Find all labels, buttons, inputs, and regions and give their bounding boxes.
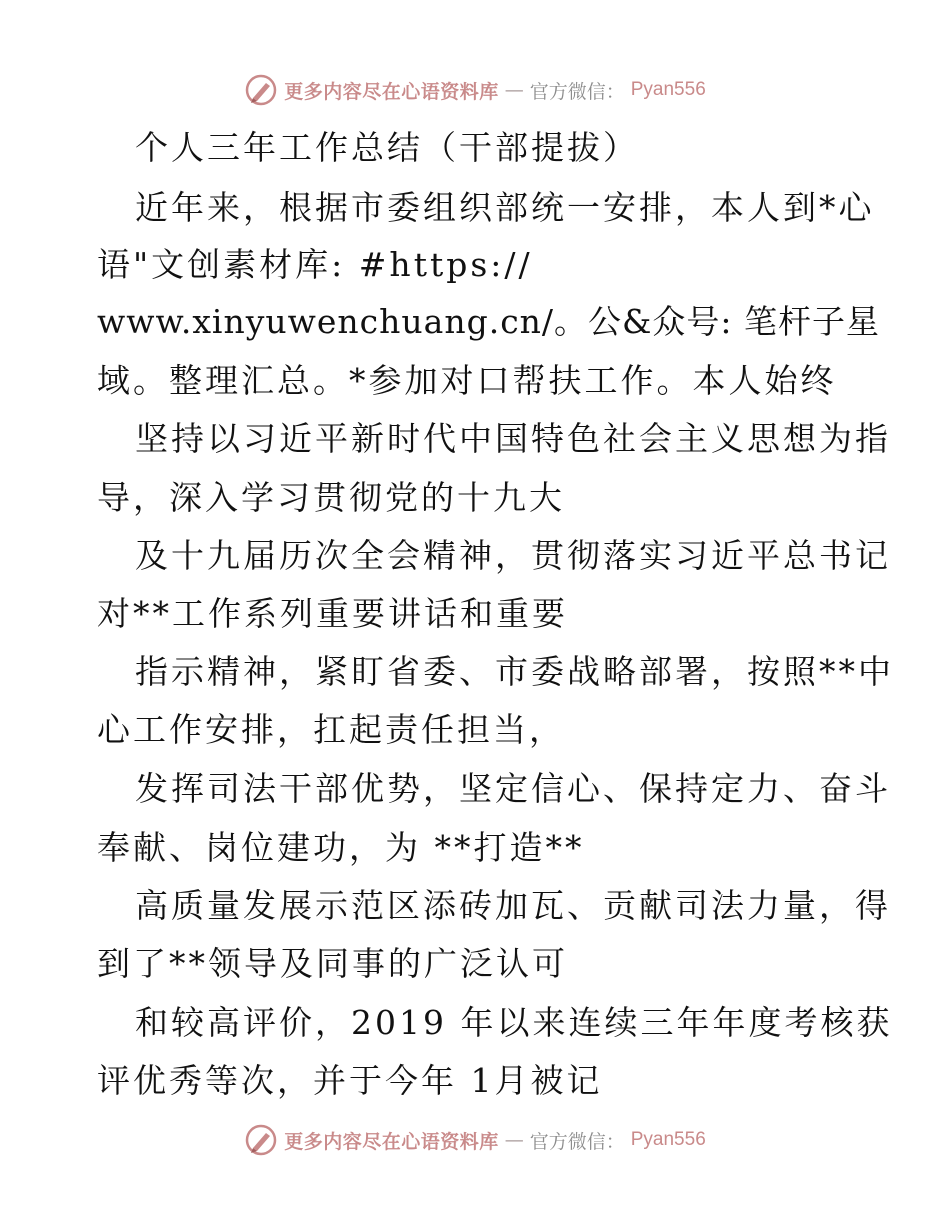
paragraph-line: 近年来，根据市委组织部统一安排，本人到*心 (135, 188, 875, 227)
paragraph-line: 高质量发展示范区添砖加瓦、贡献司法力量，得 (135, 886, 891, 925)
footer-watermark-banner (0, 1120, 950, 1160)
banner-separator: — (504, 1129, 524, 1151)
banner-separator: — (504, 79, 524, 101)
paragraph-line: 对**工作系列重要讲话和重要 (97, 594, 568, 633)
pen-logo-icon (244, 1123, 278, 1157)
banner-wechat-id: Pyan556 (630, 79, 706, 100)
paragraph-line: 评优秀等次，并于今年 1月被记 (97, 1061, 603, 1100)
paragraph-line: 导，深入学习贯彻党的十九大 (97, 478, 565, 517)
paragraph-line: 及十九届历次全会精神，贯彻落实习近平总书记 (135, 536, 891, 575)
paragraph-line: www.xinyuwenchuang.cn/。公&众号: 笔杆子星 (97, 302, 881, 341)
banner-wechat-label: 官方微信： (529, 80, 625, 103)
banner-text: 更多内容尽在心语资料库 (284, 1130, 499, 1153)
paragraph-line: 奉献、岗位建功，为 **打造** (97, 828, 585, 867)
banner-text: 更多内容尽在心语资料库 (284, 80, 499, 103)
paragraph-line: 到了**领导及同事的广泛认可 (97, 944, 568, 983)
paragraph-line: 发挥司法干部优势，坚定信心、保持定力、奋斗 (135, 769, 891, 808)
header-watermark-banner (0, 70, 950, 110)
document-title: 个人三年工作总结（干部提拔） (135, 128, 639, 167)
banner-wechat-label: 官方微信： (529, 1130, 625, 1153)
paragraph-line: 坚持以习近平新时代中国特色社会主义思想为指 (135, 419, 891, 458)
paragraph-line: 语"文创素材库: #https:// (97, 245, 533, 284)
pen-logo-icon (244, 73, 278, 107)
paragraph-line: 心工作安排，扛起责任担当， (97, 710, 565, 749)
banner-wechat-id: Pyan556 (630, 1129, 706, 1150)
paragraph-line: 指示精神，紧盯省委、市委战略部署，按照**中 (135, 652, 894, 691)
paragraph-line: 和较高评价，2019 年以来连续三年年度考核获 (135, 1003, 893, 1042)
paragraph-line: 域。整理汇总。*参加对口帮扶工作。本人始终 (97, 361, 837, 400)
